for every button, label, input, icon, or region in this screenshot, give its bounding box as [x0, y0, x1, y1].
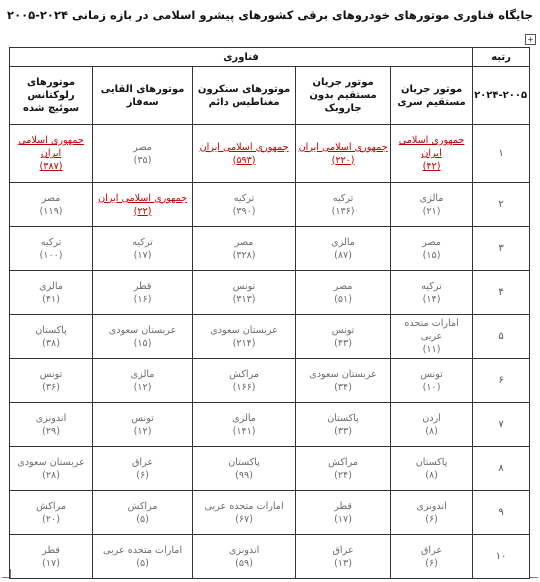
patent-count: (۳۵): [133, 154, 152, 166]
patent-count: (۸): [425, 425, 438, 437]
table-move-handle-icon[interactable]: +: [525, 34, 536, 45]
patent-count: (۱۴): [422, 293, 441, 305]
country-name: قطر: [42, 544, 60, 556]
column-header: موتورهای رلوکتانس سوئیچ شده: [10, 67, 93, 125]
patent-count: (۲۸): [42, 469, 60, 481]
country-name: تونس: [39, 368, 63, 380]
column-header: موتورهای القایی سه‌فاز: [93, 67, 193, 125]
country-name: مالزی: [419, 192, 444, 204]
table-cell: [10, 447, 93, 491]
table-cell: [391, 271, 473, 315]
rank-cell: ۸: [473, 447, 530, 491]
patent-count: (۸۷): [334, 249, 352, 261]
table-cell: [296, 183, 391, 227]
patent-count: (۴۳): [334, 337, 352, 349]
technology-header: فناوری: [10, 48, 473, 67]
country-name: مراکش: [328, 456, 359, 468]
table-cell: [93, 183, 193, 227]
table-cell: [93, 125, 193, 183]
country-name: اندونزی: [416, 500, 447, 512]
table-cell: [296, 315, 391, 359]
patent-count: (۱۳): [334, 557, 352, 569]
table-cell: [93, 359, 193, 403]
country-name: پاکستان: [228, 456, 260, 468]
country-name: عراق: [420, 544, 443, 556]
patent-count: (۲۴): [334, 469, 352, 481]
ranking-table: [9, 47, 530, 579]
column-header: موتورهای سنکرون مغناطیس دائم: [193, 67, 296, 125]
table-row: [10, 535, 530, 579]
rank-header: رتبه: [473, 48, 530, 67]
country-name: جمهوری اسلامی ایران: [98, 192, 188, 204]
table-cell: [391, 403, 473, 447]
patent-count: (۱۶): [133, 293, 152, 305]
table-cell: [296, 447, 391, 491]
patent-count: (۶): [136, 469, 149, 481]
table-row: [10, 491, 530, 535]
country-name: مصر: [422, 236, 441, 248]
country-name: پاکستان: [415, 456, 448, 468]
period-header: ۲۰۲۴-۲۰۰۵: [473, 67, 530, 125]
rank-cell: ۶: [473, 359, 530, 403]
rank-cell: ۵: [473, 315, 530, 359]
country-name: عراق: [332, 544, 354, 556]
table-title: جایگاه فناوری موتورهای خودروهای برقی کشورهای پیشرو اسلامی در بازه زمانی ۲۰۲۴-۲۰۰۵: [7, 8, 533, 22]
table-row: [10, 315, 530, 359]
table-cell: [391, 447, 473, 491]
country-name: عربستان سعودی: [108, 324, 177, 336]
patent-count: (۲۹): [42, 425, 60, 437]
country-name: عربستان سعودی: [210, 324, 278, 336]
country-name: عربستان سعودی: [309, 368, 377, 380]
rank-cell: ۱۰: [473, 535, 530, 579]
patent-count: (۱۵): [133, 337, 152, 349]
table-row: [10, 183, 530, 227]
table-cell: [10, 403, 93, 447]
table-cell: [10, 183, 93, 227]
patent-count: (۱۷): [42, 557, 60, 569]
table-cell: [193, 271, 296, 315]
patent-count: (۵): [136, 513, 149, 525]
table-cell: [193, 535, 296, 579]
column-header: موتور جریان مستقیم سری: [391, 67, 473, 125]
patent-count: (۹۹): [235, 469, 253, 481]
table-row: [10, 227, 530, 271]
table-cell: [391, 315, 473, 359]
patent-count: (۵): [136, 557, 149, 569]
table-row: [10, 125, 530, 183]
country-name: ترکیه: [132, 236, 153, 248]
table-row: [10, 403, 530, 447]
table-cell: [93, 491, 193, 535]
patent-count: (۶۷): [235, 513, 253, 525]
rank-cell: ۹: [473, 491, 530, 535]
page-corner-mark-icon: [529, 569, 538, 578]
patent-count: (۱۱۹): [39, 205, 63, 217]
patent-count: (۸): [425, 469, 438, 481]
patent-count: (۳۴): [334, 381, 352, 393]
patent-count: (۱۲): [133, 381, 152, 393]
patent-count: (۱۳۶): [331, 205, 355, 217]
rank-cell: ۷: [473, 403, 530, 447]
country-name: عراق: [131, 456, 154, 468]
rank-cell: ۱: [473, 125, 530, 183]
patent-count: (۵۹): [235, 557, 253, 569]
country-name: مصر: [133, 141, 152, 153]
table-cell: [193, 403, 296, 447]
country-name: ترکیه: [332, 192, 354, 204]
table-cell: [10, 315, 93, 359]
country-name: مراکش: [127, 500, 158, 512]
table-cell: [296, 359, 391, 403]
country-name: ترکیه: [40, 236, 62, 248]
country-name: جمهوری اسلامی ایران: [398, 135, 465, 159]
country-name: قطر: [133, 280, 152, 292]
country-name: تونس: [420, 368, 443, 380]
table-row: [10, 271, 530, 315]
patent-count: (۵۱): [334, 293, 352, 305]
patent-count: (۱۰): [422, 381, 441, 393]
table-cell: [296, 271, 391, 315]
country-name: امارات متحده عربی: [204, 500, 284, 512]
table-cell: [296, 491, 391, 535]
country-name: قطر: [334, 500, 352, 512]
patent-count: (۳۸): [42, 337, 60, 349]
rank-cell: ۴: [473, 271, 530, 315]
table-cell: [93, 315, 193, 359]
table-cell: [93, 447, 193, 491]
patent-count: (۱۵): [422, 249, 441, 261]
patent-count: (۲۲): [133, 205, 152, 217]
table-cell: [10, 271, 93, 315]
patent-count: (۱۲): [133, 425, 152, 437]
patent-count: (۲۱): [422, 205, 441, 217]
table-cell: [10, 491, 93, 535]
table-row: [10, 447, 530, 491]
country-name: جمهوری اسلامی ایران: [18, 135, 84, 159]
table-cell: [296, 227, 391, 271]
table-cell: [296, 403, 391, 447]
country-name: امارات متحده عربی: [102, 544, 183, 556]
country-name: ترکیه: [421, 280, 442, 292]
patent-count: (۶): [425, 513, 438, 525]
rank-cell: ۳: [473, 227, 530, 271]
country-name: تونس: [331, 324, 355, 336]
patent-count: (۱۴۱): [232, 425, 256, 437]
patent-count: (۳۸۷): [39, 161, 63, 172]
column-header: موتور جریان مستقیم بدون جاروبک: [296, 67, 391, 125]
table-cell: [391, 535, 473, 579]
country-name: امارات متحده عربی: [404, 318, 459, 342]
patent-count: (۳۹۰): [232, 205, 256, 217]
patent-count: (۲۰): [42, 513, 60, 525]
country-name: مراکش: [229, 368, 260, 380]
patent-count: (۱۷): [334, 513, 352, 525]
patent-count: (۳۳): [334, 425, 352, 437]
country-name: مالزی: [39, 280, 63, 292]
table-cell: [93, 227, 193, 271]
table-cell: [10, 359, 93, 403]
country-name: اندونزی: [35, 412, 67, 424]
country-name: پاکستان: [35, 324, 67, 336]
country-name: اردن: [422, 412, 441, 424]
table-cell: [93, 403, 193, 447]
table-cell: [10, 125, 93, 183]
table-cell: [391, 125, 473, 183]
country-name: مالزی: [232, 412, 256, 424]
rank-cell: ۲: [473, 183, 530, 227]
country-name: تونس: [232, 280, 256, 292]
table-cell: [10, 227, 93, 271]
patent-count: (۲۲۰): [331, 154, 355, 166]
table-cell: [93, 535, 193, 579]
table-cell: [296, 535, 391, 579]
country-name: مالزی: [130, 368, 155, 380]
table-cell: [193, 125, 296, 183]
country-name: عربستان سعودی: [17, 456, 85, 468]
patent-count: (۳۲۸): [232, 249, 256, 261]
patent-count: (۱۷): [133, 249, 152, 261]
patent-count: (۴۲): [422, 161, 441, 172]
country-name: مالزی: [331, 236, 355, 248]
table-cell: [93, 271, 193, 315]
patent-count: (۵۹۳): [232, 154, 256, 166]
country-name: جمهوری اسلامی ایران: [298, 141, 388, 153]
patent-count: (۶): [425, 557, 438, 569]
table-cell: [391, 359, 473, 403]
country-name: پاکستان: [327, 412, 359, 424]
patent-count: (۳۱۳): [232, 293, 256, 305]
table-cell: [296, 125, 391, 183]
table-cell: [391, 227, 473, 271]
country-name: مراکش: [36, 500, 66, 512]
patent-count: (۱۰۰): [39, 249, 63, 261]
country-name: اندونزی: [228, 544, 260, 556]
country-name: تونس: [131, 412, 154, 424]
table-row: [10, 359, 530, 403]
table-cell: [193, 491, 296, 535]
table-cell: [10, 535, 93, 579]
patent-count: (۳۶): [42, 381, 60, 393]
patent-count: (۴۱): [42, 293, 60, 305]
country-name: ترکیه: [233, 192, 255, 204]
country-name: جمهوری اسلامی ایران: [199, 141, 289, 153]
country-name: مصر: [333, 280, 353, 292]
table-cell: [193, 183, 296, 227]
table-cell: [193, 359, 296, 403]
table-cell: [193, 447, 296, 491]
patent-count: (۲۱۴): [232, 337, 256, 349]
table-cell: [193, 227, 296, 271]
country-name: مصر: [234, 236, 254, 248]
table-cell: [391, 183, 473, 227]
table-cell: [193, 315, 296, 359]
patent-count: (۱۱): [422, 344, 441, 355]
country-name: مصر: [41, 192, 61, 204]
patent-count: (۱۶۶): [232, 381, 256, 393]
table-cell: [391, 491, 473, 535]
